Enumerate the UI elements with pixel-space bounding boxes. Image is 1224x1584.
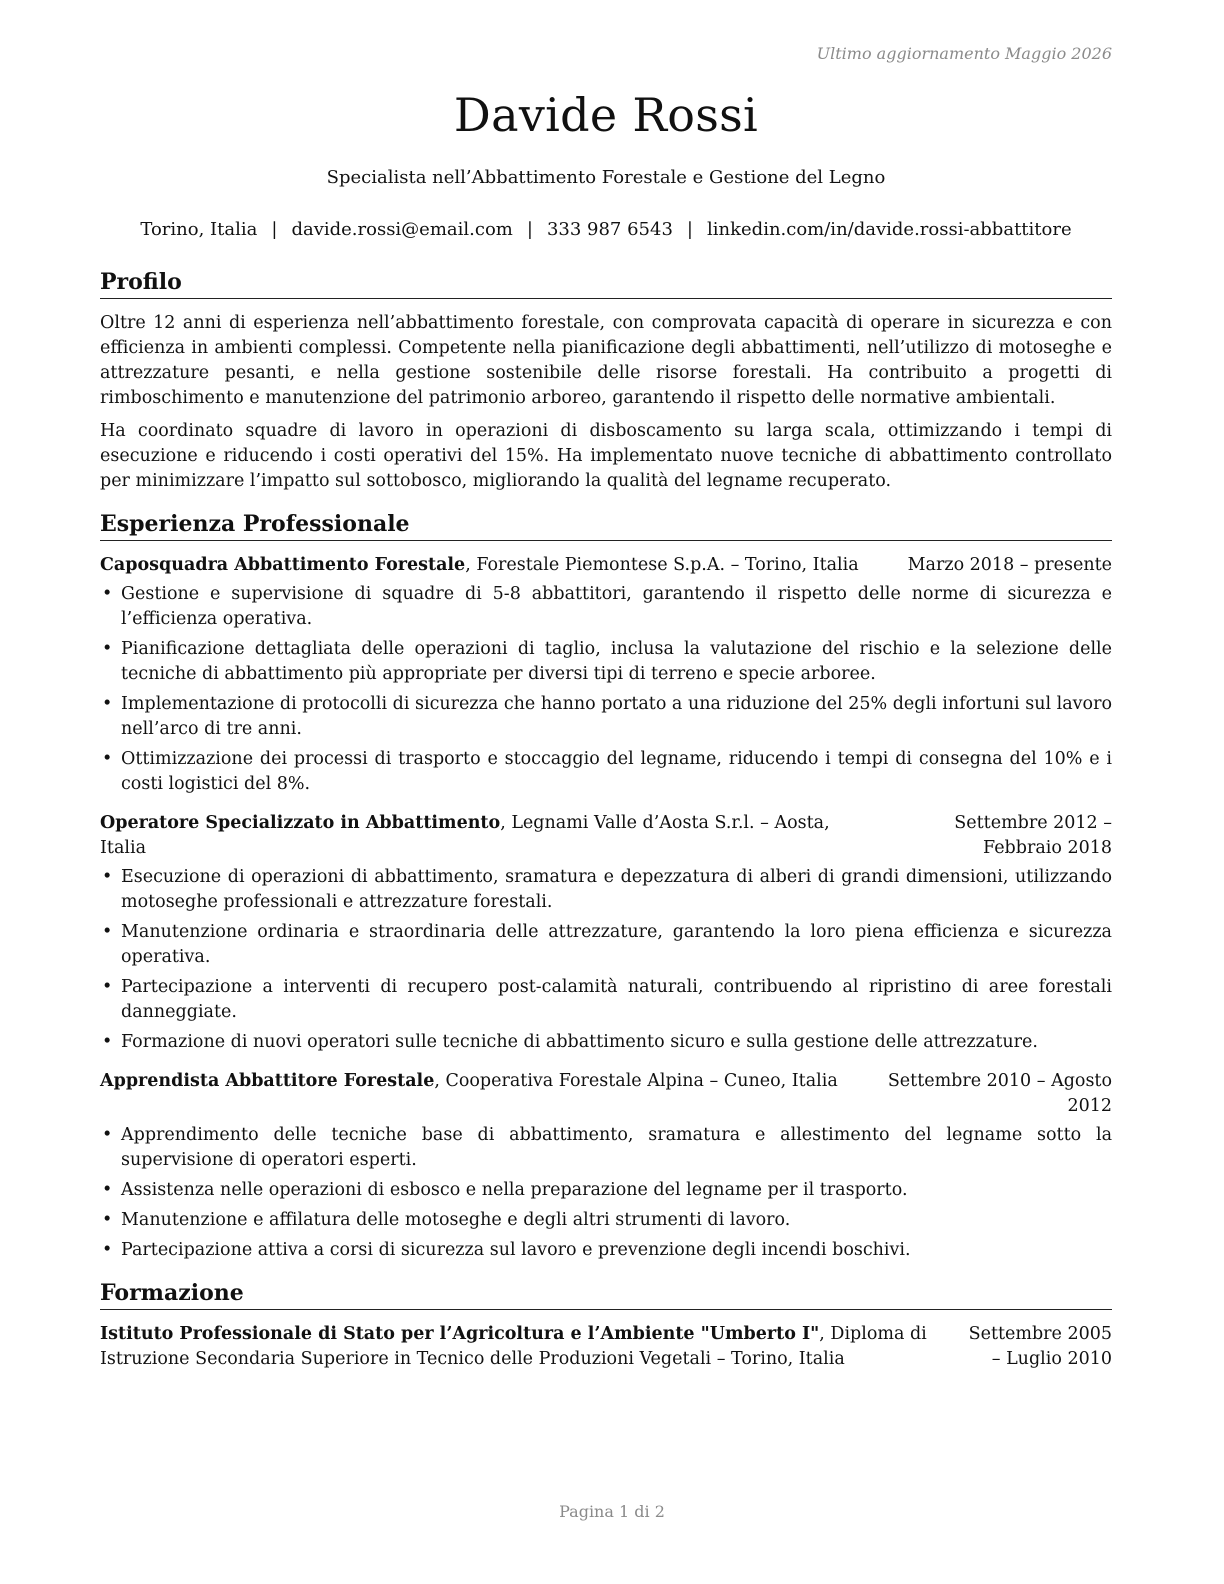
job-header bbox=[100, 811, 1112, 861]
education-entry bbox=[100, 1322, 1112, 1372]
job-bullet: • Partecipazione a interventi di recupero post-calamità naturali, contribuendo al ripristino di aree forestali danneggiate. bbox=[100, 975, 1112, 1025]
job-header bbox=[100, 1069, 1112, 1119]
job-bullet: • Partecipazione attiva a corsi di sicurezza sul lavoro e prevenzione degli incendi boschivi. bbox=[100, 1238, 1112, 1263]
contact-separator: | bbox=[526, 219, 533, 240]
job-entry bbox=[100, 1069, 1112, 1263]
job-dates: Settembre 2010 – Agosto 2012 bbox=[887, 1071, 1112, 1116]
job-bullet: • Ottimizzazione dei processi di trasporto e stoccaggio del legname, riducendo i tempi di consegna del 10% e i costi logistici del 8%. bbox=[100, 747, 1112, 797]
job-entry bbox=[100, 811, 1112, 1055]
job-bullet: • Implementazione di protocolli di sicurezza che hanno portato a una riduzione del 25% degli infortuni sul lavoro nell’arco di tre anni. bbox=[100, 692, 1112, 742]
contact-line bbox=[100, 219, 1112, 240]
job-bullet: • Gestione e supervisione di squadre di 5-8 abbattitori, garantendo il rispetto delle norme di sicurezza e l’efficienza operativa. bbox=[100, 582, 1112, 632]
resume-page bbox=[100, 0, 1112, 1584]
last-updated: Ultimo aggiornamento Maggio 2026 bbox=[816, 44, 1112, 63]
profile-paragraph: Ha coordinato squadre di lavoro in operazioni di disboscamento su larga scala, ottimizzando i tempi di esecuzione e riducendo i costi operativi del 15%. Ha implementato nuove tecniche di abbattimento controllato per minimizzare l’impatto sul sottobosco, migliorando la qualità del legname recuperato. bbox=[100, 421, 1112, 491]
job-bullet: • Formazione di nuovi operatori sulle tecniche di abbattimento sicuro e sulla gestione delle attrezzature. bbox=[100, 1030, 1112, 1055]
education-degree: , Diploma di Istruzione Secondaria Superiore in Tecnico delle Produzioni Vegetali – Torino, Italia bbox=[100, 1324, 927, 1369]
job-dates: Marzo 2018 – presente bbox=[907, 555, 1112, 575]
education-dates: Settembre 2005 – Luglio 2010 bbox=[968, 1324, 1112, 1369]
section-title-profile: Profilo bbox=[100, 268, 1112, 299]
contact-email[interactable]: davide.rossi@email.com bbox=[291, 219, 513, 240]
section-title-education: Formazione bbox=[100, 1279, 1112, 1310]
education-school: Istituto Professionale di Stato per l’Agricoltura e l’Ambiente "Umberto I" bbox=[100, 1324, 820, 1344]
job-company: , Legnami Valle d’Aosta S.r.l. – Aosta, Italia bbox=[100, 813, 830, 858]
job-title-line bbox=[100, 811, 880, 861]
job-role: Caposquadra Abbattimento Forestale bbox=[100, 555, 466, 575]
job-company: , Forestale Piemontese S.p.A. – Torino, Italia bbox=[465, 555, 859, 575]
resume-content bbox=[100, 268, 1112, 1388]
job-company: , Cooperativa Forestale Alpina – Cuneo, Italia bbox=[434, 1071, 838, 1091]
job-role: Operatore Specializzato in Abbattimento bbox=[100, 813, 501, 833]
job-entry bbox=[100, 553, 1112, 797]
education-description bbox=[100, 1322, 962, 1372]
job-subtitle: Specialista nell’Abbattimento Forestale e Gestione del Legno bbox=[326, 167, 886, 188]
section-title-experience: Esperienza Professionale bbox=[100, 510, 1112, 541]
job-bullets bbox=[100, 865, 1112, 1055]
job-bullet: • Manutenzione ordinaria e straordinaria delle attrezzature, garantendo la loro piena efficienza e sicurezza operativa. bbox=[100, 920, 1112, 970]
experience-section bbox=[100, 510, 1112, 1263]
job-bullets bbox=[100, 1123, 1112, 1263]
job-header bbox=[100, 553, 1112, 578]
contact-phone: 333 987 6543 bbox=[546, 219, 673, 240]
job-title-line bbox=[100, 1069, 880, 1094]
job-bullets bbox=[100, 582, 1112, 797]
job-bullet: • Pianificazione dettagliata delle operazioni di taglio, inclusa la valutazione del rischio e la selezione delle tecniche di abbattimento più appropriate per diversi tipi di terreno e specie arboree. bbox=[100, 637, 1112, 687]
job-bullet: • Esecuzione di operazioni di abbattimento, sramatura e depezzatura di alberi di grandi dimensioni, utilizzando motoseghe professionali e attrezzature forestali. bbox=[100, 865, 1112, 915]
job-role: Apprendista Abbattitore Forestale bbox=[100, 1071, 435, 1091]
job-bullet: • Manutenzione e affilatura delle motoseghe e degli altri strumenti di lavoro. bbox=[100, 1208, 1112, 1233]
page-number: Pagina 1 di 2 bbox=[559, 1502, 665, 1521]
education-section bbox=[100, 1279, 1112, 1372]
candidate-name: Davide Rossi bbox=[453, 88, 759, 142]
profile-section bbox=[100, 268, 1112, 494]
job-title-line bbox=[100, 553, 880, 578]
job-dates: Settembre 2012 – Febbraio 2018 bbox=[954, 813, 1112, 858]
contact-location: Torino, Italia bbox=[140, 219, 258, 240]
job-bullet: • Assistenza nelle operazioni di esbosco e nella preparazione del legname per il trasporto. bbox=[100, 1178, 1112, 1203]
contact-linkedin[interactable]: linkedin.com/in/davide.rossi-abbattitore bbox=[707, 219, 1072, 240]
contact-separator: | bbox=[271, 219, 278, 240]
job-bullet: • Apprendimento delle tecniche base di abbattimento, sramatura e allestimento del legname sotto la supervisione di operatori esperti. bbox=[100, 1123, 1112, 1173]
profile-paragraph: Oltre 12 anni di esperienza nell’abbattimento forestale, con comprovata capacità di operare in sicurezza e con efficienza in ambienti complessi. Competente nella pianificazione degli abbattimenti, nell’utilizzo di motoseghe e attrezzature pesanti, e nella gestione sostenibile delle risorse forestali. Ha contribuito a progetti di rimboschimento e manutenzione del patrimonio arboreo, garantendo il rispetto delle normative ambientali. bbox=[100, 313, 1112, 408]
contact-separator: | bbox=[686, 219, 693, 240]
